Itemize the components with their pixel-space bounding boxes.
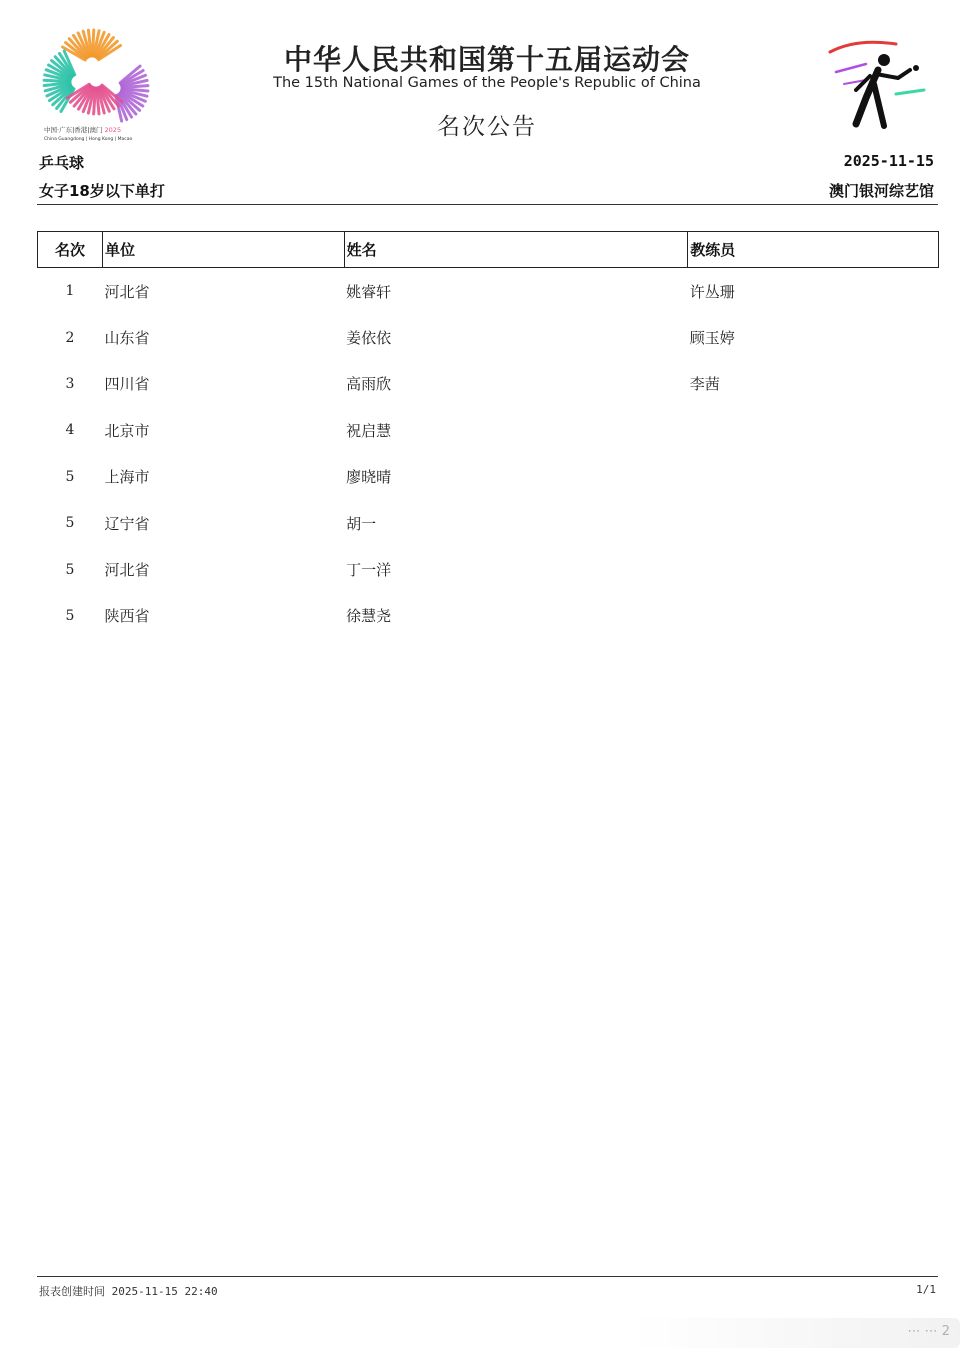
coach-cell xyxy=(688,593,939,639)
table-row xyxy=(38,361,939,407)
games-title-en: The 15th National Games of the People's Republic of China xyxy=(273,75,701,91)
coach-cell xyxy=(688,546,939,592)
table-header-row xyxy=(38,232,939,268)
coach-cell: 许丛珊 xyxy=(689,282,735,301)
created-time-label: 报表创建时间 xyxy=(39,1285,105,1298)
unit-cell: 山东省 xyxy=(104,329,150,348)
report-date: 2025-11-15 xyxy=(843,152,934,170)
column-header-rank: 名次 xyxy=(38,232,103,268)
table-row xyxy=(38,500,939,546)
table-row xyxy=(38,407,939,453)
table-row xyxy=(38,454,939,500)
name-cell: 祝启慧 xyxy=(346,421,392,440)
table-row xyxy=(38,314,939,360)
name-cell: 姜依依 xyxy=(346,329,392,348)
emblem-petal xyxy=(122,86,148,88)
emblem-caption-cn: 中国·广东|香港|澳门 xyxy=(44,126,103,134)
created-time xyxy=(39,1283,218,1299)
unit-cell: 河北省 xyxy=(104,561,150,580)
footer-divider xyxy=(37,1276,938,1277)
coach-cell: 顾玉婷 xyxy=(689,329,735,348)
name-cell: 廖晓晴 xyxy=(346,468,392,487)
name-cell: 丁一洋 xyxy=(346,561,392,580)
games-emblem-icon xyxy=(40,22,152,126)
rank-cell: 1 xyxy=(65,283,75,300)
table-row xyxy=(38,593,939,639)
rank-cell: 3 xyxy=(65,375,75,392)
results-table xyxy=(37,231,939,639)
report-title: 名次公告 xyxy=(437,114,537,140)
coach-cell: 李茜 xyxy=(689,375,720,394)
games-emblem xyxy=(40,22,152,146)
event-name: 女子18岁以下单打 xyxy=(39,182,165,200)
coach-cell xyxy=(688,407,939,453)
rank-cell: 5 xyxy=(65,468,75,485)
rank-cell: 5 xyxy=(65,607,75,624)
sport-pictogram xyxy=(826,40,930,132)
watermark xyxy=(630,1318,960,1348)
games-title-cn: 中华人民共和国第十五届运动会 xyxy=(283,43,690,76)
unit-cell: 河北省 xyxy=(104,282,150,301)
watermark-text: ⋯ ⋯ 2 xyxy=(907,1324,950,1339)
coach-cell xyxy=(688,500,939,546)
table-tennis-pictogram-icon xyxy=(826,40,930,132)
rank-cell: 2 xyxy=(65,329,75,346)
name-cell: 高雨欣 xyxy=(346,375,392,394)
column-header-name: 姓名 xyxy=(344,232,688,268)
coach-cell xyxy=(688,454,939,500)
unit-cell: 辽宁省 xyxy=(104,514,150,533)
unit-cell: 上海市 xyxy=(104,468,150,487)
rank-cell: 5 xyxy=(65,561,75,578)
table-row xyxy=(38,268,939,315)
column-header-unit: 单位 xyxy=(102,232,344,268)
name-cell: 姚睿轩 xyxy=(346,282,392,301)
table-row xyxy=(38,546,939,592)
name-cell: 胡一 xyxy=(346,514,377,533)
sport-name: 乒乓球 xyxy=(39,154,85,172)
venue-name: 澳门银河综艺馆 xyxy=(828,182,934,200)
page-number: 1/1 xyxy=(916,1283,936,1296)
column-header-coach: 教练员 xyxy=(688,232,939,268)
rank-cell: 4 xyxy=(65,422,75,439)
unit-cell: 四川省 xyxy=(104,375,150,394)
emblem-caption xyxy=(44,126,152,144)
emblem-caption-year: 2025 xyxy=(104,126,122,134)
name-cell: 徐慧尧 xyxy=(346,607,392,626)
header-divider xyxy=(37,204,938,205)
unit-cell: 北京市 xyxy=(104,421,150,440)
unit-cell: 陕西省 xyxy=(104,607,150,626)
created-time-value: 2025-11-15 22:40 xyxy=(111,1285,218,1298)
emblem-caption-en: China Guangdong | Hong Kong | Macao xyxy=(44,137,133,142)
rank-cell: 5 xyxy=(65,515,75,532)
